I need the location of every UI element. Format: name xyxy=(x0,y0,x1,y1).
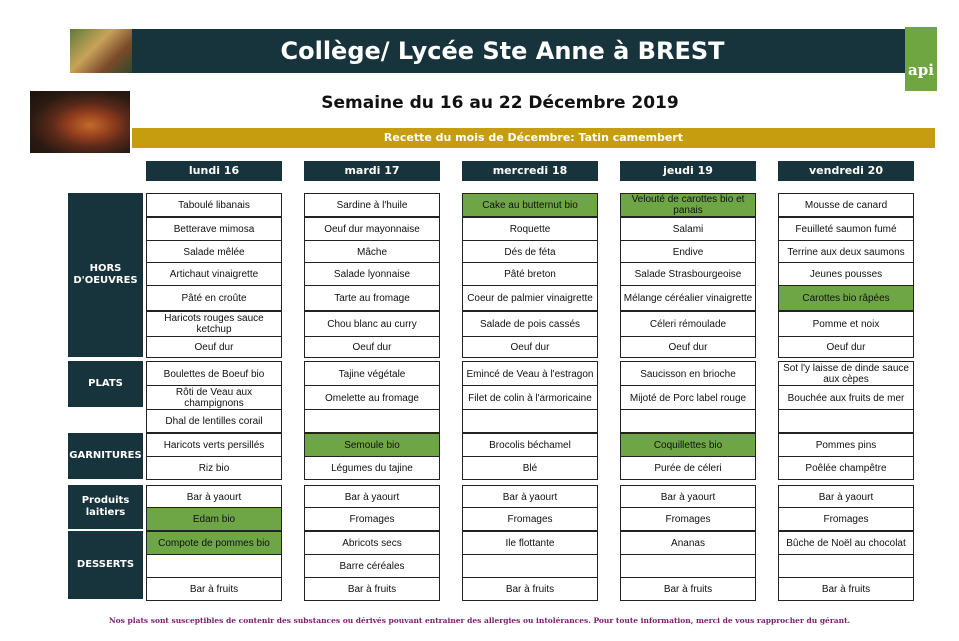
menu-cell-vendredi: Poêlée champêtre xyxy=(778,456,914,480)
menu-cell-mercredi: Filet de colin à l'armoricaine xyxy=(462,385,598,411)
menu-cell-mardi: Chou blanc au curry xyxy=(304,311,440,337)
menu-cell-mercredi: Oeuf dur xyxy=(462,336,598,358)
menu-cell-jeudi: Velouté de carottes bio et panais xyxy=(620,193,756,217)
menu-cell-mercredi: Fromages xyxy=(462,507,598,531)
menu-cell-lundi: Taboulé libanais xyxy=(146,193,282,217)
menu-cell-lundi: Artichaut vinaigrette xyxy=(146,262,282,286)
menu-cell-lundi: Pâté en croûte xyxy=(146,285,282,311)
menu-cell-vendredi: Bar à fruits xyxy=(778,577,914,601)
menu-cell-vendredi: Bûche de Noël au chocolat xyxy=(778,531,914,555)
menu-cell-lundi: Boulettes de Boeuf bio xyxy=(146,361,282,387)
menu-cell-jeudi: Salami xyxy=(620,217,756,241)
menu-cell-lundi: Bar à fruits xyxy=(146,577,282,601)
menu-cell-jeudi: Salade Strasbourgeoise xyxy=(620,262,756,286)
menu-cell-jeudi: Fromages xyxy=(620,507,756,531)
menu-cell-mardi: Tajine végétale xyxy=(304,361,440,387)
category-garnitures xyxy=(68,433,143,479)
category-hors-doeuvres xyxy=(68,193,143,357)
menu-cell-jeudi xyxy=(620,554,756,578)
menu-cell-mardi: Tarte au fromage xyxy=(304,285,440,311)
menu-cell-vendredi: Terrine aux deux saumons xyxy=(778,240,914,264)
menu-cell-mercredi: Blé xyxy=(462,456,598,480)
header-food-image xyxy=(70,29,132,73)
menu-cell-vendredi: Bouchée aux fruits de mer xyxy=(778,385,914,411)
menu-cell-mercredi: Bar à yaourt xyxy=(462,485,598,509)
menu-cell-mercredi: Roquette xyxy=(462,217,598,241)
recipe-banner-text: Recette du mois de Décembre: Tatin camembert xyxy=(383,131,684,144)
day-header-jeudi: jeudi 19 xyxy=(620,161,756,181)
menu-cell-lundi: Haricots rouges sauce ketchup xyxy=(146,311,282,337)
menu-cell-jeudi: Céleri rémoulade xyxy=(620,311,756,337)
recipe-banner xyxy=(132,128,935,148)
menu-cell-lundi xyxy=(146,554,282,578)
menu-cell-lundi: Bar à yaourt xyxy=(146,485,282,509)
menu-cell-mercredi: Coeur de palmier vinaigrette xyxy=(462,285,598,311)
menu-cell-jeudi: Endive xyxy=(620,240,756,264)
menu-cell-vendredi: Fromages xyxy=(778,507,914,531)
menu-cell-mardi: Omelette au fromage xyxy=(304,385,440,411)
menu-cell-vendredi xyxy=(778,409,914,433)
category-label: DESSERTS xyxy=(76,559,135,570)
recipe-photo xyxy=(30,91,130,153)
menu-cell-mardi: Oeuf dur xyxy=(304,336,440,358)
menu-cell-lundi: Edam bio xyxy=(146,507,282,531)
menu-cell-mardi: Oeuf dur mayonnaise xyxy=(304,217,440,241)
category-label: GARNITURES xyxy=(69,450,142,461)
menu-cell-mardi: Bar à fruits xyxy=(304,577,440,601)
menu-cell-mardi: Mâche xyxy=(304,240,440,264)
menu-cell-lundi: Riz bio xyxy=(146,456,282,480)
menu-cell-mardi: Barre céréales xyxy=(304,554,440,578)
menu-cell-lundi: Oeuf dur xyxy=(146,336,282,358)
menu-cell-mardi: Bar à yaourt xyxy=(304,485,440,509)
page-title: Collège/ Lycée Ste Anne à BREST xyxy=(280,37,725,65)
allergy-disclaimer: Nos plats sont susceptibles de contenir des substances ou dérivés pouvant entrainer des allergies ou intolérances. Pour toute information, merci de vous rapprocher du gérant. xyxy=(108,616,851,625)
menu-cell-vendredi: Oeuf dur xyxy=(778,336,914,358)
menu-cell-vendredi: Jeunes pousses xyxy=(778,262,914,286)
menu-cell-lundi: Haricots verts persillés xyxy=(146,433,282,457)
menu-cell-mercredi: Bar à fruits xyxy=(462,577,598,601)
menu-cell-mardi: Salade lyonnaise xyxy=(304,262,440,286)
menu-cell-jeudi: Purée de céleri xyxy=(620,456,756,480)
menu-cell-jeudi: Bar à fruits xyxy=(620,577,756,601)
menu-cell-jeudi: Oeuf dur xyxy=(620,336,756,358)
day-header-mercredi: mercredi 18 xyxy=(462,161,598,181)
category-label: PLATS xyxy=(88,378,123,389)
menu-cell-mercredi: Brocolis béchamel xyxy=(462,433,598,457)
title-bar xyxy=(70,29,935,73)
menu-cell-jeudi: Mijoté de Porc label rouge xyxy=(620,385,756,411)
menu-cell-mardi: Fromages xyxy=(304,507,440,531)
category-produits-laitiers xyxy=(68,485,143,529)
menu-cell-mardi xyxy=(304,409,440,433)
menu-cell-mercredi: Dés de féta xyxy=(462,240,598,264)
menu-cell-vendredi xyxy=(778,554,914,578)
day-header-lundi: lundi 16 xyxy=(146,161,282,181)
menu-cell-vendredi: Feuilleté saumon fumé xyxy=(778,217,914,241)
menu-cell-mercredi: Emincé de Veau à l'estragon xyxy=(462,361,598,387)
menu-cell-vendredi: Pommes pins xyxy=(778,433,914,457)
menu-cell-lundi: Compote de pommes bio xyxy=(146,531,282,555)
menu-cell-jeudi: Ananas xyxy=(620,531,756,555)
menu-cell-jeudi xyxy=(620,409,756,433)
menu-cell-lundi: Rôti de Veau aux champignons xyxy=(146,385,282,411)
week-subtitle: Semaine du 16 au 22 Décembre 2019 xyxy=(321,93,679,113)
menu-cell-mercredi: Ile flottante xyxy=(462,531,598,555)
menu-cell-mercredi xyxy=(462,554,598,578)
menu-cell-mercredi: Cake au butternut bio xyxy=(462,193,598,217)
menu-cell-mardi: Sardine à l'huile xyxy=(304,193,440,217)
menu-cell-mercredi xyxy=(462,409,598,433)
category-desserts xyxy=(68,531,143,599)
menu-cell-vendredi: Sot l'y laisse de dinde sauce aux cèpes xyxy=(778,361,914,387)
menu-cell-mercredi: Salade de pois cassés xyxy=(462,311,598,337)
day-header-vendredi: vendredi 20 xyxy=(778,161,914,181)
menu-cell-jeudi: Mélange céréalier vinaigrette xyxy=(620,285,756,311)
menu-cell-mardi: Semoule bio xyxy=(304,433,440,457)
menu-cell-lundi: Betterave mimosa xyxy=(146,217,282,241)
category-label: Produits laitiers xyxy=(81,495,130,518)
menu-cell-jeudi: Coquillettes bio xyxy=(620,433,756,457)
menu-cell-mardi: Légumes du tajine xyxy=(304,456,440,480)
menu-cell-jeudi: Bar à yaourt xyxy=(620,485,756,509)
menu-cell-mardi: Abricots secs xyxy=(304,531,440,555)
menu-cell-vendredi: Pomme et noix xyxy=(778,311,914,337)
menu-cell-jeudi: Saucisson en brioche xyxy=(620,361,756,387)
menu-cell-mercredi: Pâté breton xyxy=(462,262,598,286)
menu-cell-vendredi: Mousse de canard xyxy=(778,193,914,217)
api-logo xyxy=(905,27,937,91)
logo-text: api xyxy=(908,61,934,79)
menu-cell-vendredi: Bar à yaourt xyxy=(778,485,914,509)
day-header-mardi: mardi 17 xyxy=(304,161,440,181)
category-plats xyxy=(68,361,143,407)
menu-cell-lundi: Salade mêlée xyxy=(146,240,282,264)
category-label: HORS D'OEUVRES xyxy=(73,263,138,286)
menu-cell-lundi: Dhal de lentilles corail xyxy=(146,409,282,433)
menu-cell-vendredi: Carottes bio râpées xyxy=(778,285,914,311)
